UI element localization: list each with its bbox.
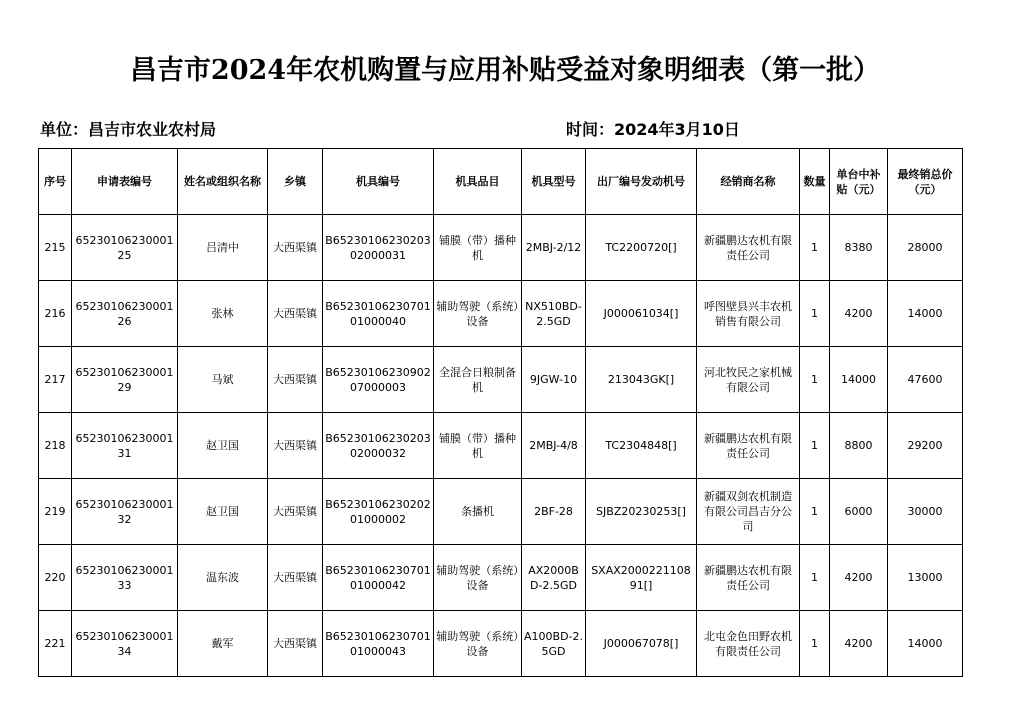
table-cell: 14000	[888, 281, 963, 347]
table-cell: 铺膜（带）播种机	[434, 215, 522, 281]
table-cell: 14000	[888, 611, 963, 677]
table-cell: 赵卫国	[178, 479, 268, 545]
table-row	[39, 611, 963, 677]
table-cell: 辅助驾驶（系统）设备	[434, 611, 522, 677]
table-cell: 大西渠镇	[268, 281, 323, 347]
table-row	[39, 413, 963, 479]
table-cell: J000067078[]	[586, 611, 697, 677]
table-cell: 1	[800, 347, 830, 413]
table-cell: 47600	[888, 347, 963, 413]
table-cell: 30000	[888, 479, 963, 545]
header-cell: 经销商名称	[697, 149, 800, 215]
table-cell: B6523010623070101000042	[323, 545, 434, 611]
table-cell: 张林	[178, 281, 268, 347]
table-cell: B6523010623020201000002	[323, 479, 434, 545]
table-cell: 6523010623000133	[72, 545, 178, 611]
table-cell: 赵卫国	[178, 413, 268, 479]
table-cell: 大西渠镇	[268, 479, 323, 545]
table-cell: 8800	[830, 413, 888, 479]
table-cell: J000061034[]	[586, 281, 697, 347]
table-row	[39, 281, 963, 347]
table-cell: 6523010623000125	[72, 215, 178, 281]
table-cell: 大西渠镇	[268, 347, 323, 413]
table-cell: 216	[39, 281, 72, 347]
table-cell: 新疆鹏达农机有限责任公司	[697, 215, 800, 281]
table-cell: 条播机	[434, 479, 522, 545]
header-cell: 机具品目	[434, 149, 522, 215]
table-cell: 河北牧民之家机械有限公司	[697, 347, 800, 413]
header-cell: 序号	[39, 149, 72, 215]
table-cell: 6000	[830, 479, 888, 545]
table-cell: AX2000BD-2.5GD	[522, 545, 586, 611]
table-cell: 大西渠镇	[268, 545, 323, 611]
header-cell: 数量	[800, 149, 830, 215]
table-cell: 戴军	[178, 611, 268, 677]
table-cell: 马斌	[178, 347, 268, 413]
table-cell: 2BF-28	[522, 479, 586, 545]
table-cell: 大西渠镇	[268, 611, 323, 677]
table-cell: SXAX200022110891[]	[586, 545, 697, 611]
table-cell: 新疆鹏达农机有限责任公司	[697, 413, 800, 479]
header-cell: 姓名或组织名称	[178, 149, 268, 215]
table-cell: 220	[39, 545, 72, 611]
table-cell: 2MBJ-2/12	[522, 215, 586, 281]
table-row	[39, 347, 963, 413]
table-cell: 4200	[830, 611, 888, 677]
table-cell: 13000	[888, 545, 963, 611]
table-cell: 219	[39, 479, 72, 545]
table-cell: 14000	[830, 347, 888, 413]
table-cell: 新疆鹏达农机有限责任公司	[697, 545, 800, 611]
table-cell: 全混合日粮制备机	[434, 347, 522, 413]
table-cell: 1	[800, 281, 830, 347]
table-cell: B6523010623020302000031	[323, 215, 434, 281]
table-row	[39, 479, 963, 545]
header-cell: 机具型号	[522, 149, 586, 215]
table-cell: A100BD-2.5GD	[522, 611, 586, 677]
header-cell: 乡镇	[268, 149, 323, 215]
table-cell: TC2200720[]	[586, 215, 697, 281]
table-cell: 大西渠镇	[268, 413, 323, 479]
table-row	[39, 545, 963, 611]
table-cell: 6523010623000132	[72, 479, 178, 545]
table-cell: 呼图壁县兴丰农机销售有限公司	[697, 281, 800, 347]
date-label: 时间：2024年3月10日	[566, 120, 740, 139]
table-cell: 6523010623000134	[72, 611, 178, 677]
header-cell: 申请表编号	[72, 149, 178, 215]
table-cell: 28000	[888, 215, 963, 281]
table-cell: B6523010623070101000043	[323, 611, 434, 677]
table-cell: NX510BD-2.5GD	[522, 281, 586, 347]
table-cell: 吕清中	[178, 215, 268, 281]
table-cell: 6523010623000131	[72, 413, 178, 479]
table-cell: 1	[800, 611, 830, 677]
table-cell: 辅助驾驶（系统）设备	[434, 545, 522, 611]
table-cell: 大西渠镇	[268, 215, 323, 281]
table-cell: 1	[800, 215, 830, 281]
table-cell: 4200	[830, 545, 888, 611]
header-cell: 机具编号	[323, 149, 434, 215]
table-cell: 6523010623000129	[72, 347, 178, 413]
table-cell: 215	[39, 215, 72, 281]
table-cell: 铺膜（带）播种机	[434, 413, 522, 479]
table-cell: B6523010623020302000032	[323, 413, 434, 479]
table-cell: 1	[800, 413, 830, 479]
table-cell: 221	[39, 611, 72, 677]
unit-label: 单位：昌吉市农业农村局	[40, 120, 217, 139]
table-cell: 8380	[830, 215, 888, 281]
table-cell: 217	[39, 347, 72, 413]
table-cell: 1	[800, 545, 830, 611]
table-cell: B6523010623090207000003	[323, 347, 434, 413]
table-cell: 213043GK[]	[586, 347, 697, 413]
table-cell: TC2304848[]	[586, 413, 697, 479]
header-cell: 出厂编号发动机号	[586, 149, 697, 215]
header-cell: 最终销总价（元）	[888, 149, 963, 215]
table-cell: 6523010623000126	[72, 281, 178, 347]
table-cell: B6523010623070101000040	[323, 281, 434, 347]
table-cell: 218	[39, 413, 72, 479]
page-title: 昌吉市2024年农机购置与应用补贴受益对象明细表（第一批）	[129, 55, 881, 86]
header-row	[39, 149, 963, 215]
table-cell: 4200	[830, 281, 888, 347]
table-cell: 1	[800, 479, 830, 545]
subsidy-table	[38, 148, 963, 677]
table-cell: 29200	[888, 413, 963, 479]
table-cell: 新疆双剑农机制造有限公司昌吉分公司	[697, 479, 800, 545]
table-row	[39, 215, 963, 281]
header-cell: 单台中补贴（元）	[830, 149, 888, 215]
table-cell: 9JGW-10	[522, 347, 586, 413]
table-cell: SJBZ20230253[]	[586, 479, 697, 545]
table-cell: 温东波	[178, 545, 268, 611]
table-cell: 北屯金色田野农机有限责任公司	[697, 611, 800, 677]
table-cell: 2MBJ-4/8	[522, 413, 586, 479]
table-cell: 辅助驾驶（系统）设备	[434, 281, 522, 347]
